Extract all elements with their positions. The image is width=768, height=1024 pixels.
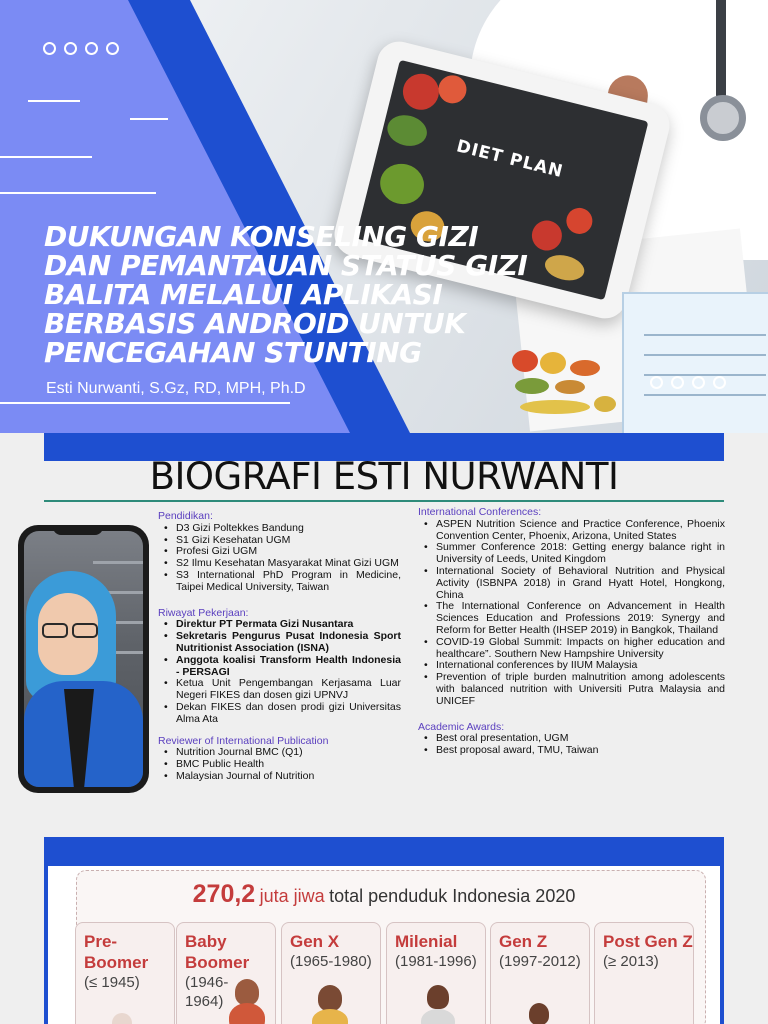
list-item: • BMC Public Health: [158, 759, 401, 771]
list-item: • Malaysian Journal of Nutrition: [158, 771, 401, 783]
conferences-heading: International Conferences:: [418, 506, 542, 518]
generation-name: Pre-: [84, 932, 118, 951]
decorative-dots-right: [650, 376, 726, 389]
population-text: total penduduk Indonesia 2020: [329, 886, 576, 906]
list-item: • Dekan FIKES dan dosen prodi gizi Universitas Alma Ata: [158, 702, 401, 726]
list-item: • International Society of Behavioral Nutrition and Physical Activity (ISBNPA 2018) in Grand Hyatt Hotel, Hongkong, China: [418, 566, 725, 601]
generation-card-pre-boomer: [75, 922, 175, 1024]
generation-years: (≤ 1945): [84, 974, 140, 991]
list-item: • Profesi Gizi UGM: [158, 546, 401, 558]
pendidikan-heading: Pendidikan:: [158, 510, 213, 522]
generation-years: (1981-1996): [395, 953, 477, 970]
list-item: • S1 Gizi Kesehatan UGM: [158, 535, 401, 547]
awards-heading: Academic Awards:: [418, 720, 505, 733]
list-item: • S2 Ilmu Kesehatan Masyarakat Minat Gizi UGM: [158, 558, 401, 570]
awards-list: [418, 733, 725, 757]
title-line: DAN PEMANTAUAN STATUS GIZI: [44, 249, 528, 282]
bio-left-column: [158, 511, 401, 783]
generation-name: Boomer: [84, 953, 149, 972]
bio-divider: [44, 500, 724, 502]
generation-name: Post Gen Z: [603, 932, 693, 951]
person-icon: [318, 985, 342, 1011]
generation-card-milenial: [386, 922, 486, 1024]
person-icon: [235, 979, 259, 1005]
list-item: • Summer Conference 2018: Getting energy balance right in University of Leeds, United Kingdom: [418, 542, 725, 566]
list-item: • Best proposal award, TMU, Taiwan: [418, 745, 725, 757]
generation-card-gen-z: [490, 922, 590, 1024]
generation-years: (1965-1980): [290, 953, 372, 970]
decorative-line: [28, 100, 80, 102]
population-number: 270,2: [192, 880, 256, 908]
stethoscope-tube-graphic: [716, 0, 726, 100]
generation-name: Baby: [185, 932, 227, 951]
list-item: • Sekretaris Pengurus Pusat Indonesia Sport Nutritionist Association (ISNA): [158, 631, 401, 655]
list-item: • Ketua Unit Pengembangan Kerjasama Luar Negeri FIKES dan dosen gizi UPNVJ: [158, 678, 401, 702]
author-name: Esti Nurwanti, S.Gz, RD, MPH, Ph.D: [46, 380, 306, 397]
list-item: • ASPEN Nutrition Science and Practice Conference, Phoenix Convention Center, Phoenix, Arizona, United States: [418, 519, 725, 543]
infographic-header-bar: [44, 837, 724, 866]
decorative-line: [0, 402, 290, 404]
title-line: BALITA MELALUI APLIKASI: [44, 278, 443, 311]
generation-years: (≥ 2013): [603, 953, 659, 970]
tablet-title: DIET PLAN: [454, 136, 566, 183]
main-title: [44, 222, 604, 367]
stethoscope-graphic: [700, 95, 746, 141]
list-item: • Nutrition Journal BMC (Q1): [158, 747, 401, 759]
phone-notch: [53, 525, 103, 535]
person-icon: [529, 1003, 549, 1024]
bio-right-column: [418, 507, 725, 757]
person-body-icon: [421, 1009, 455, 1024]
title-line: DUKUNGAN KONSELING GIZI: [44, 220, 479, 253]
phone-photo-frame: [18, 525, 149, 793]
generation-years: (1946-: [185, 974, 229, 991]
person-body-icon: [312, 1009, 348, 1024]
list-item: • Best oral presentation, UGM: [418, 733, 725, 745]
list-item: • D3 Gizi Poltekkes Bandung: [158, 523, 401, 535]
generation-card-gen-x: [281, 922, 381, 1024]
title-line: PENCEGAHAN STUNTING: [44, 336, 422, 369]
list-item: • The International Conference on Advancement in Health Sciences Education and Professions 2019: Synergy and Reform for Better Health (IHSEP 2019) in Bangkok, Thailand: [418, 601, 725, 636]
list-item: • Anggota koalisi Transform Health Indonesia - PERSAGI: [158, 655, 401, 679]
pendidikan-list: [158, 523, 401, 594]
header-banner: [0, 0, 768, 433]
bio-title: BIOGRAFI ESTI NURWANTI: [149, 455, 619, 498]
generation-years: 1964): [185, 993, 224, 1010]
generation-card-baby-boomer: [176, 922, 276, 1024]
population-headline: [0, 880, 768, 909]
reviewer-list: [158, 747, 401, 782]
portrait-photo: [24, 531, 143, 787]
list-item: • Direktur PT Permata Gizi Nusantara: [158, 619, 401, 631]
generation-name: Milenial: [395, 932, 458, 951]
list-item: • S3 International PhD Program in Medicine, Taipei Medical University, Taiwan: [158, 570, 401, 594]
generation-years: (1997-2012): [499, 953, 581, 970]
reviewer-heading: Reviewer of International Publication: [158, 734, 329, 747]
pekerjaan-heading: Riwayat Pekerjaan:: [158, 606, 249, 619]
decorative-line: [0, 156, 92, 158]
generation-name: Gen Z: [499, 932, 548, 951]
list-item: • International conferences by IIUM Malaysia: [418, 660, 725, 672]
decorative-line: [130, 118, 168, 120]
generation-name: Boomer: [185, 953, 250, 972]
decorative-line: [0, 192, 156, 194]
person-icon: [112, 1013, 132, 1024]
decorative-dots-top: [43, 42, 119, 55]
person-icon: [427, 985, 449, 1009]
population-unit: juta jiwa: [259, 886, 325, 906]
folder-graphic: [622, 292, 768, 433]
list-item: • Prevention of triple burden malnutrition among adolescents with balanced nutrition with Universiti Putra Malaysia and UNICEF: [418, 672, 725, 707]
conferences-list: [418, 519, 725, 708]
pekerjaan-list: [158, 619, 401, 725]
list-item: • COVID-19 Global Summit: Impacts on higher education and healthcare”. Southern New Hampshire University: [418, 637, 725, 661]
generation-card-post-gen-z: [594, 922, 694, 1024]
title-line: BERBASIS ANDROID UNTUK: [44, 307, 466, 340]
generation-name: Gen X: [290, 932, 340, 951]
